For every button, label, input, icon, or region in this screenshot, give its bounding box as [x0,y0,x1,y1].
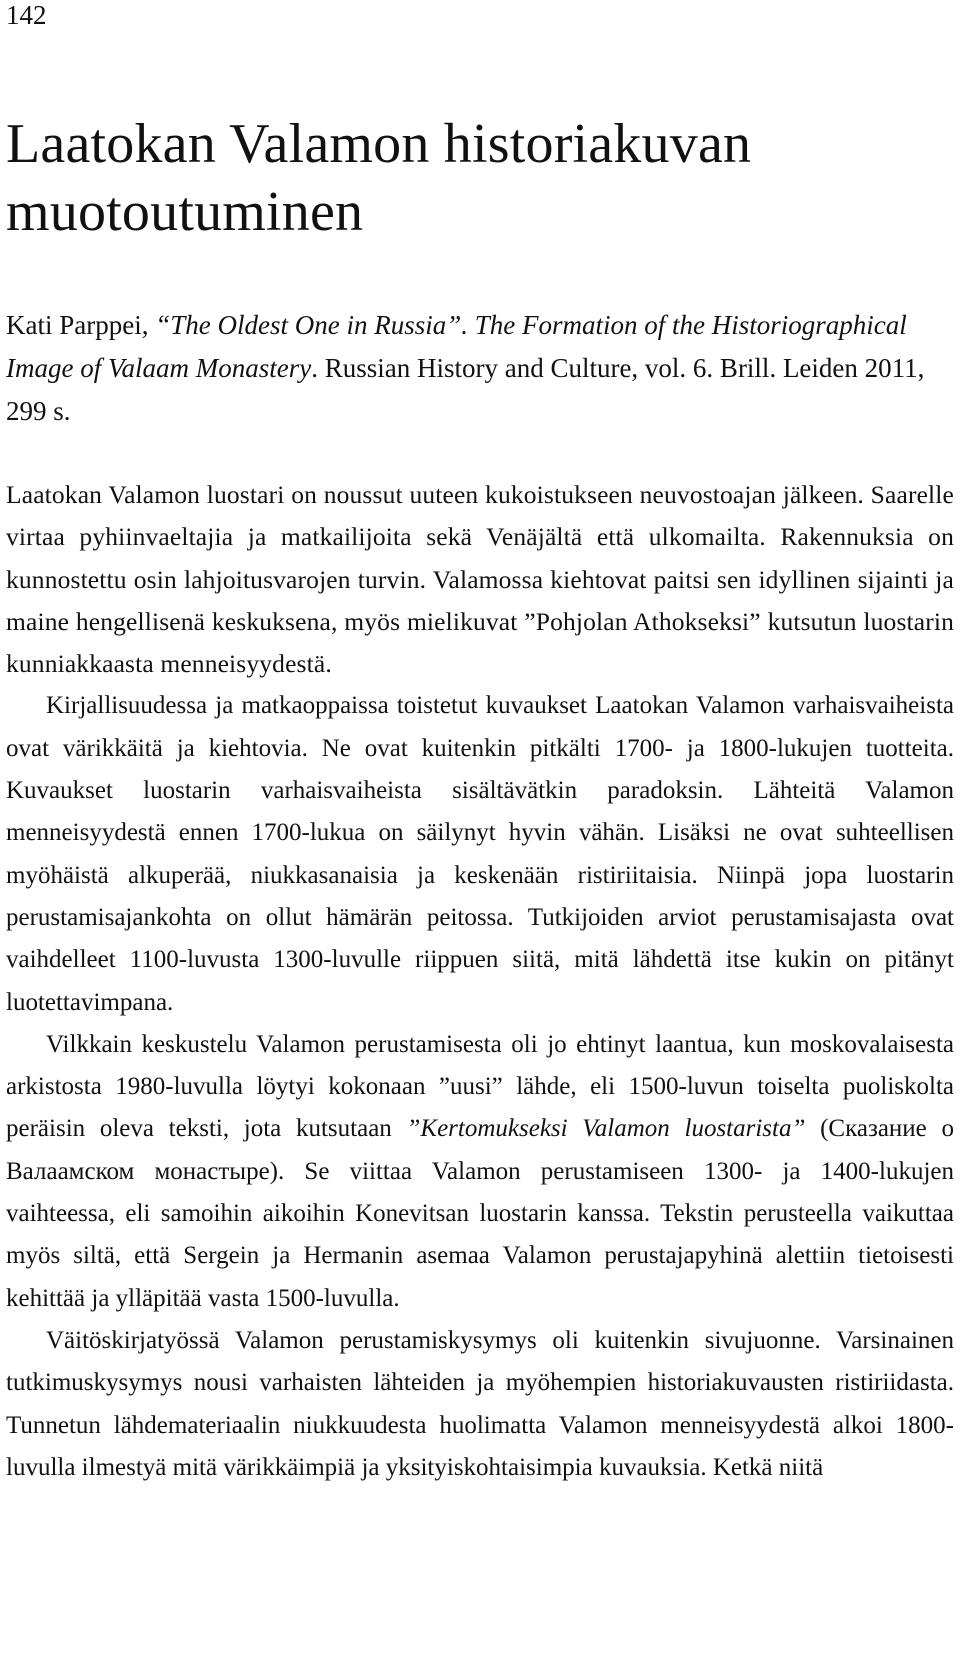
paragraph-new-source-italic-title: ”Kertomukseksi Valamon luostarista” [406,1115,806,1143]
article-title [6,110,936,246]
book-reference [6,304,946,433]
paragraph-research-question: Väitöskirjatyössä Valamon perustamiskysymys oli kuitenkin sivujuonne. Varsinainen tutkimuskysymys nousi varhaisten lähteiden ja myöhempien historiakuvausten ristiriidasta. Tunnetun lähdemateriaalin niukkuudesta huolimatta Valamon menneisyydestä alkoi 1800-luvulla ilmestyä mitä värikkäimpiä ja yksityiskohtaisimpia kuvauksia. Ketkä niitä [6,1326,954,1481]
paragraph-new-source [6,1024,954,1320]
article-title-line-1: Laatokan Valamon historiakuvan [6,113,752,175]
paragraph-early-history: Kirjallisuudessa ja matkaoppaissa toistetut kuvaukset Laatokan Valamon varhaisvaiheista ovat värikkäitä ja kiehtovia. Ne ovat kuitenkin pitkälti 1700- ja 1800-lukujen tuotteita. Kuvaukset luostarin varhaisvaiheista sisältävätkin paradoksin. Lähteitä Valamon menneisyydestä ennen 1700-lukua on säilynyt hyvin vähän. Lisäksi ne ovat suhteellisen myöhäistä alkuperää, niukkasanaisia ja keskenään ristiriitaisia. Niinpä jopa luostarin perustamisajankohta on ollut hämärän peitossa. Tutkijoiden arviot perustamisajasta ovat vaihdelleet 1100-luvusta 1300-luvulle riippuen siitä, mitä lähdettä itse kukin on pitänyt luotettavimpana. [6,692,954,1016]
reference-publication-details: . Russian History and Culture, vol. 6. Brill. Leiden 2011, 299 s. [6,353,925,426]
paragraph-intro: Laatokan Valamon luostari on noussut uuteen kukoistukseen neuvostoajan jälkeen. Saarelle virtaa pyhiinvaeltajia ja matkailijoita sekä Venäjältä että ulkomailta. Rakennuksia on kunnostettu osin lahjoitusvarojen turvin. Valamossa kiehtovat paitsi sen idyllinen sijainti ja maine hengellisenä keskuksena, myös mielikuvat ”Pohjolan Athokseksi” kutsutun luostarin kunniakkaasta menneisyydestä. [6,480,954,679]
paragraph-new-source-text-1: Vilkkain keskustelu Valamon perustamisesta oli jo ehtinyt laantua, kun moskovalaisesta arkistosta 1980-luvulla löytyi kokonaan ”uusi” lähde, eli 1500-luvun toiselta puoliskolta peräisin oleva teksti, jota kutsutaan [6,1030,954,1143]
reference-author: Kati Parppei, [6,310,156,340]
paragraph-new-source-text-2: (Сказание о Валаамском монастыре). Se viittaa Valamon perustamiseen 1300- ja 1400-lukujen vaihteessa, eli samoihin aikoihin Konevitsan luostarin kanssa. Tekstin perusteella vaikuttaa myös siltä, että Sergein ja Hermanin asemaa Valamon perustajapyhinä alettiin tietoisesti kehittää ja ylläpitää vasta 1500-luvulla. [6,1115,954,1312]
reference-book-title: “The Oldest One in Russia”. The Formation of the Historiographical Image of Valaam Monastery [6,310,907,383]
page-number: 142 [6,0,47,30]
article-body [6,474,954,1489]
article-title-line-2: muotoutuminen [6,181,364,243]
